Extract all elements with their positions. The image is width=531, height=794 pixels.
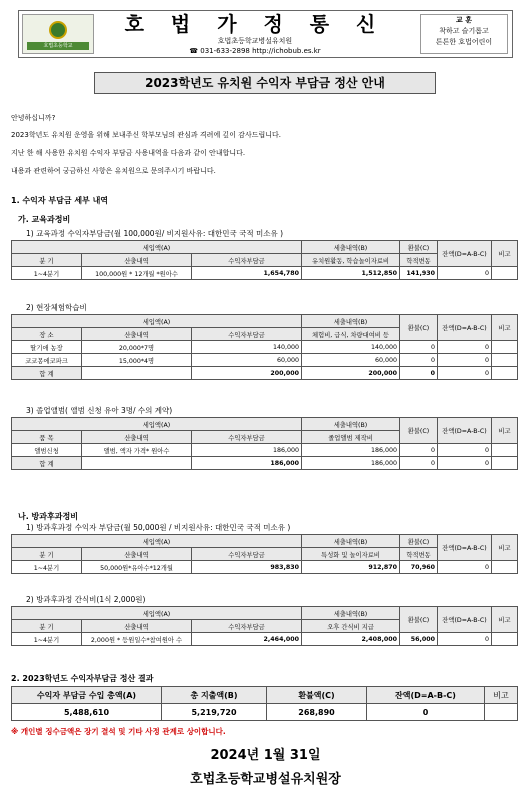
masthead: [100, 12, 410, 56]
afterschool-table: 세입액(A) 세출내역(B) 환불(C) 잔액(D=A-B-C) 비고 분 기 산출내역 수익자부담금 특성화 및 놀이자료비 학적변동 1~4분기 50,000원*유아수*12개월 983,830 912,870 70,960 0: [11, 534, 518, 574]
refund-reason-header: 학적변동: [400, 254, 438, 267]
table-row: 1~4분기 50,000원*유아수*12개월 983,830 912,870 70,960 0: [12, 561, 518, 574]
contact-info: ☎ 031-633-2898 http://ichobub.es.kr: [189, 47, 321, 55]
snack-table: 세입액(A) 세출내역(B) 환불(C) 잔액(D=A-B-C) 비고 분 기 산출내역 수익자부담금 오후 간식비 지급 1~4분기 2,000원 * 등원일수*참여원아 수 2,464,000 2,408,000 56,000 0: [11, 606, 518, 646]
table-row: 앨범신청 앨범, 액자 가격* 원아수 186,000 186,000 0 0: [12, 444, 518, 457]
school-name: 호법초등학교병설유치원: [217, 37, 293, 45]
sub-4-heading: 1) 방과후과정 수익자 부담금(월 50,000원 / 비지원사유: 대한민국 국적 미소유 ): [26, 523, 291, 532]
sub-5-heading: 2) 방과후과정 간식비(1식 2,000원): [26, 595, 146, 604]
term-header: 분 기: [12, 254, 82, 267]
issue-date: 2024년 1월 31일: [210, 748, 321, 763]
logo-text: 호법초등학교: [43, 43, 73, 49]
warning-note: ※ 개인별 징수금액은 장기 결석 및 기타 사정 관계로 상이합니다.: [11, 727, 226, 736]
section-b-heading: 나. 방과후과정비: [18, 512, 78, 521]
amount-header: 수익자부담금: [192, 254, 302, 267]
table-row: 1~4분기 2,000원 * 등원일수*참여원아 수 2,464,000 2,408,000 56,000 0: [12, 633, 518, 646]
table-row: 딸기애 농장 20,000*7명 140,000 140,000 0 0: [12, 341, 518, 354]
tuition-table: [11, 240, 518, 280]
table-row: 1~4분기 100,000원 * 12개월 *원아수 1,654,780 1,512,850 141,930 0: [12, 267, 518, 280]
basis-header: 산출내역: [82, 254, 192, 267]
section-a-heading: 가. 교육과정비: [18, 215, 71, 224]
sub-1-heading: 1) 교육과정 수익자부담금(월 100,000원/ 비지원사유: 대한민국 국적 미소유 ): [26, 229, 284, 238]
album-table: 세입액(A) 세출내역(B) 환불(C) 잔액(D=A-B-C) 비고 품 목 산출내역 수익자부담금 졸업앨범 제작비 앨범신청 앨범, 액자 가격* 원아수 186,000 186,000 0 0 합 계 186,000 186,000 0 0: [11, 417, 518, 470]
income-header: 세입액(A): [12, 241, 302, 254]
intro-line-4: 내용과 관련하여 궁금하신 사항은 유치원으로 문의주시기 바랍니다.: [11, 167, 216, 175]
intro-line-3: 지난 한 해 사용한 유치원 수익자 부담금 사용내역을 다음과 같이 안내합니다.: [11, 149, 246, 157]
section-2-heading: 2. 2023학년도 수익자부담금 정산 결과: [11, 674, 154, 683]
expense-header: 세출내역(B): [302, 241, 400, 254]
school-emblem-icon: [49, 21, 67, 39]
settlement-result-table: 수익자 부담금 수입 총액(A) 총 지출액(B) 환불액(C) 잔액(D=A-B-C) 비고 5,488,610 5,219,720 268,890 0: [11, 686, 518, 721]
use-header: 유치원활동, 학습놀이자료비: [302, 254, 400, 267]
signature-line: 호법초등학교병설유치원장: [190, 772, 341, 787]
school-motto: [420, 14, 508, 54]
school-logo: [22, 14, 94, 54]
intro-line-2: 2023학년도 유치원 운영을 위해 보내주신 학부모님의 관심과 격려에 깊이 감사드립니다.: [11, 131, 281, 139]
table-row: 코코몽에코파크 15,000*4명 60,000 60,000 0 0: [12, 354, 518, 367]
motto-line-1: 착하고 슬기롭고: [439, 27, 489, 35]
refund-header: 환불(C): [400, 241, 438, 254]
intro-line-1: 안녕하십니까?: [11, 114, 56, 122]
newsletter-title: 호 법 가 정 통 신: [124, 12, 386, 36]
table-total-row: 합 계 186,000 186,000 0 0: [12, 457, 518, 470]
field-trip-table: 세입액(A) 세출내역(B) 환불(C) 잔액(D=A-B-C) 비고 장 소 산출내역 수익자부담금 체험비, 급식, 차량대여비 등 딸기애 농장 20,000*7명 140,000 140,000 0 0 코코몽에코파크 15,000*4명 60,000 60,000 0 0 합 계 200,000 200,000 0 0: [11, 314, 518, 380]
sub-3-heading: 3) 졸업앨범( 앨범 신청 유아 3명/ 수의 계약): [26, 406, 173, 415]
document-title: 2023학년도 유치원 수익자 부담금 정산 안내: [94, 72, 436, 94]
motto-heading: 교 훈: [456, 16, 472, 24]
table-total-row: 합 계 200,000 200,000 0 0: [12, 367, 518, 380]
note-header: 비고: [492, 241, 518, 267]
motto-line-2: 튼튼한 호법어린이: [435, 38, 493, 46]
sub-2-heading: 2) 현장체험학습비: [26, 303, 87, 312]
section-1-heading: 1. 수익자 부담금 세부 내역: [11, 196, 109, 205]
balance-header: 잔액(D=A-B-C): [438, 241, 492, 267]
table-row: 5,488,610 5,219,720 268,890 0: [12, 704, 518, 721]
